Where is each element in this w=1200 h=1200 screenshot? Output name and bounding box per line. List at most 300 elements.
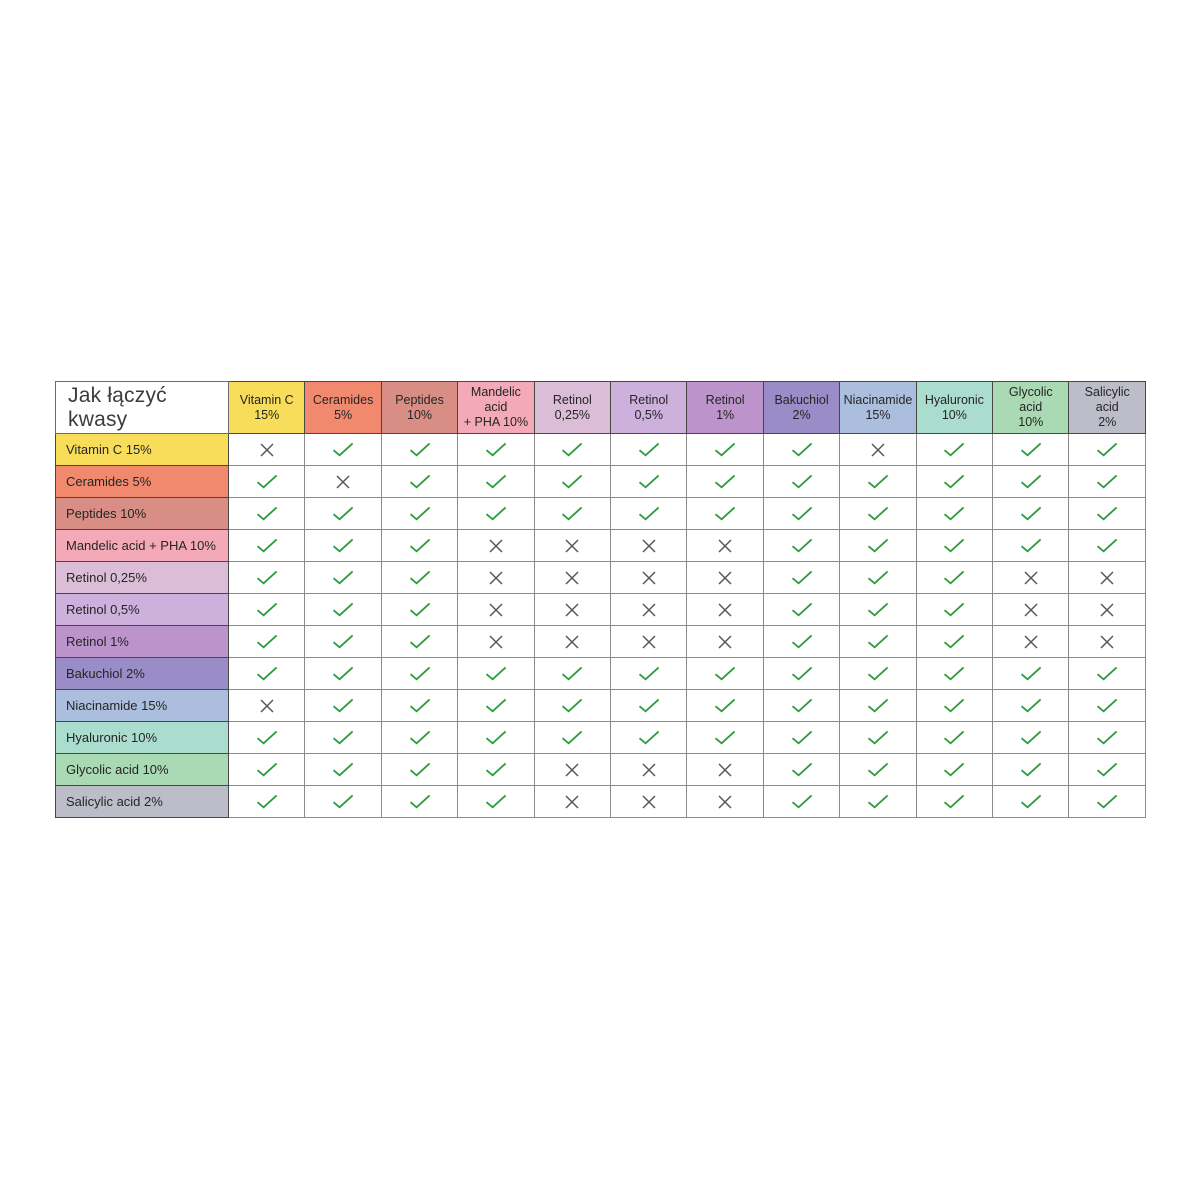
cell-niacinamide-15--peptides-10 (381, 690, 457, 722)
cell-retinol-05--bakuchiol-2 (763, 594, 839, 626)
cell-retinol-05--niacinamide-15 (840, 594, 916, 626)
x-icon (488, 538, 504, 554)
cell-retinol-1--glycolic-10 (993, 626, 1069, 658)
check-icon (256, 570, 278, 585)
cell-retinol-1--retinol-1 (687, 626, 763, 658)
check-icon (1020, 538, 1042, 553)
x-icon (717, 538, 733, 554)
table-row-niacinamide-15 (56, 690, 1146, 722)
check-icon (332, 762, 354, 777)
column-header-mandelic-pha-10: Mandelic acid + PHA 10% (458, 382, 534, 434)
row-label-peptides-10: Peptides 10% (56, 498, 229, 530)
check-icon (714, 730, 736, 745)
column-header-retinol-025: Retinol 0,25% (534, 382, 610, 434)
x-icon (717, 762, 733, 778)
cell-retinol-025--retinol-025 (534, 562, 610, 594)
cell-glycolic-10--mandelic-pha-10 (458, 754, 534, 786)
row-label-glycolic-10: Glycolic acid 10% (56, 754, 229, 786)
cell-vitamin-c-15--peptides-10 (381, 434, 457, 466)
cell-retinol-05--mandelic-pha-10 (458, 594, 534, 626)
check-icon (867, 602, 889, 617)
check-icon (943, 506, 965, 521)
check-icon (485, 666, 507, 681)
cell-retinol-05--salicylic-2 (1069, 594, 1146, 626)
cell-salicylic-2--glycolic-10 (993, 786, 1069, 818)
cell-mandelic-pha-10--ceramides-5 (305, 530, 381, 562)
check-icon (485, 762, 507, 777)
check-icon (485, 474, 507, 489)
cell-mandelic-pha-10--retinol-025 (534, 530, 610, 562)
check-icon (1020, 698, 1042, 713)
column-header-hyaluronic-10: Hyaluronic 10% (916, 382, 992, 434)
cell-mandelic-pha-10--glycolic-10 (993, 530, 1069, 562)
cell-bakuchiol-2--mandelic-pha-10 (458, 658, 534, 690)
cell-retinol-1--vitamin-c-15 (229, 626, 305, 658)
x-icon (564, 602, 580, 618)
cell-salicylic-2--retinol-05 (611, 786, 687, 818)
cell-peptides-10--glycolic-10 (993, 498, 1069, 530)
check-icon (638, 506, 660, 521)
check-icon (791, 762, 813, 777)
check-icon (1020, 794, 1042, 809)
check-icon (867, 794, 889, 809)
check-icon (1020, 666, 1042, 681)
cell-ceramides-5--niacinamide-15 (840, 466, 916, 498)
cell-ceramides-5--bakuchiol-2 (763, 466, 839, 498)
cell-glycolic-10--glycolic-10 (993, 754, 1069, 786)
cell-retinol-025--glycolic-10 (993, 562, 1069, 594)
x-icon (641, 794, 657, 810)
check-icon (256, 666, 278, 681)
check-icon (256, 634, 278, 649)
cell-mandelic-pha-10--hyaluronic-10 (916, 530, 992, 562)
x-icon (717, 570, 733, 586)
check-icon (943, 762, 965, 777)
check-icon (409, 570, 431, 585)
cell-bakuchiol-2--niacinamide-15 (840, 658, 916, 690)
table-row-retinol-1 (56, 626, 1146, 658)
x-icon (641, 762, 657, 778)
check-icon (1020, 506, 1042, 521)
x-icon (641, 538, 657, 554)
cell-vitamin-c-15--vitamin-c-15 (229, 434, 305, 466)
cell-retinol-05--hyaluronic-10 (916, 594, 992, 626)
check-icon (791, 570, 813, 585)
check-icon (867, 634, 889, 649)
check-icon (1096, 538, 1118, 553)
check-icon (943, 602, 965, 617)
x-icon (717, 794, 733, 810)
column-header-glycolic-10: Glycolic acid 10% (993, 382, 1069, 434)
check-icon (791, 474, 813, 489)
cell-vitamin-c-15--hyaluronic-10 (916, 434, 992, 466)
check-icon (791, 666, 813, 681)
cell-bakuchiol-2--salicylic-2 (1069, 658, 1146, 690)
check-icon (638, 666, 660, 681)
x-icon (488, 570, 504, 586)
check-icon (409, 698, 431, 713)
table-row-ceramides-5 (56, 466, 1146, 498)
cell-retinol-1--niacinamide-15 (840, 626, 916, 658)
check-icon (943, 666, 965, 681)
cell-peptides-10--ceramides-5 (305, 498, 381, 530)
check-icon (561, 442, 583, 457)
x-icon (564, 634, 580, 650)
cell-glycolic-10--ceramides-5 (305, 754, 381, 786)
cell-ceramides-5--glycolic-10 (993, 466, 1069, 498)
table-row-glycolic-10 (56, 754, 1146, 786)
cell-ceramides-5--peptides-10 (381, 466, 457, 498)
cell-niacinamide-15--glycolic-10 (993, 690, 1069, 722)
check-icon (791, 538, 813, 553)
x-icon (641, 634, 657, 650)
check-icon (409, 602, 431, 617)
check-icon (409, 634, 431, 649)
check-icon (332, 506, 354, 521)
compatibility-table (55, 381, 1146, 818)
check-icon (714, 666, 736, 681)
check-icon (409, 442, 431, 457)
cell-mandelic-pha-10--retinol-05 (611, 530, 687, 562)
column-header-retinol-05: Retinol 0,5% (611, 382, 687, 434)
check-icon (714, 506, 736, 521)
cell-retinol-1--bakuchiol-2 (763, 626, 839, 658)
row-label-retinol-025: Retinol 0,25% (56, 562, 229, 594)
cell-hyaluronic-10--glycolic-10 (993, 722, 1069, 754)
check-icon (791, 698, 813, 713)
row-label-bakuchiol-2: Bakuchiol 2% (56, 658, 229, 690)
check-icon (332, 794, 354, 809)
check-icon (943, 570, 965, 585)
cell-retinol-1--ceramides-5 (305, 626, 381, 658)
cell-retinol-1--peptides-10 (381, 626, 457, 658)
cell-retinol-025--mandelic-pha-10 (458, 562, 534, 594)
check-icon (943, 698, 965, 713)
cell-glycolic-10--hyaluronic-10 (916, 754, 992, 786)
row-label-ceramides-5: Ceramides 5% (56, 466, 229, 498)
check-icon (791, 506, 813, 521)
cell-retinol-05--retinol-1 (687, 594, 763, 626)
check-icon (409, 762, 431, 777)
cell-niacinamide-15--retinol-025 (534, 690, 610, 722)
cell-retinol-025--peptides-10 (381, 562, 457, 594)
check-icon (1096, 698, 1118, 713)
check-icon (943, 474, 965, 489)
table-row-hyaluronic-10 (56, 722, 1146, 754)
cell-vitamin-c-15--bakuchiol-2 (763, 434, 839, 466)
table-row-mandelic-pha-10 (56, 530, 1146, 562)
cell-niacinamide-15--vitamin-c-15 (229, 690, 305, 722)
cell-glycolic-10--retinol-1 (687, 754, 763, 786)
cell-salicylic-2--mandelic-pha-10 (458, 786, 534, 818)
cell-niacinamide-15--mandelic-pha-10 (458, 690, 534, 722)
cell-mandelic-pha-10--peptides-10 (381, 530, 457, 562)
check-icon (256, 602, 278, 617)
cell-hyaluronic-10--retinol-1 (687, 722, 763, 754)
row-label-mandelic-pha-10: Mandelic acid + PHA 10% (56, 530, 229, 562)
check-icon (943, 442, 965, 457)
x-icon (488, 634, 504, 650)
check-icon (867, 762, 889, 777)
cell-mandelic-pha-10--bakuchiol-2 (763, 530, 839, 562)
cell-hyaluronic-10--vitamin-c-15 (229, 722, 305, 754)
cell-peptides-10--salicylic-2 (1069, 498, 1146, 530)
x-icon (1023, 602, 1039, 618)
cell-ceramides-5--retinol-025 (534, 466, 610, 498)
check-icon (791, 442, 813, 457)
cell-bakuchiol-2--glycolic-10 (993, 658, 1069, 690)
check-icon (714, 442, 736, 457)
cell-vitamin-c-15--ceramides-5 (305, 434, 381, 466)
check-icon (409, 730, 431, 745)
x-icon (564, 570, 580, 586)
column-header-ceramides-5: Ceramides 5% (305, 382, 381, 434)
cell-retinol-05--retinol-025 (534, 594, 610, 626)
check-icon (638, 730, 660, 745)
check-icon (638, 442, 660, 457)
cell-hyaluronic-10--peptides-10 (381, 722, 457, 754)
cell-glycolic-10--retinol-025 (534, 754, 610, 786)
column-header-bakuchiol-2: Bakuchiol 2% (763, 382, 839, 434)
column-header-vitamin-c-15: Vitamin C 15% (229, 382, 305, 434)
cell-peptides-10--bakuchiol-2 (763, 498, 839, 530)
check-icon (638, 698, 660, 713)
check-icon (714, 698, 736, 713)
row-label-retinol-1: Retinol 1% (56, 626, 229, 658)
check-icon (409, 506, 431, 521)
cell-glycolic-10--bakuchiol-2 (763, 754, 839, 786)
check-icon (791, 730, 813, 745)
check-icon (485, 794, 507, 809)
table-row-retinol-05 (56, 594, 1146, 626)
x-icon (1099, 602, 1115, 618)
check-icon (256, 474, 278, 489)
page-title: Jak łączyć kwasy (56, 382, 229, 434)
table-row-retinol-025 (56, 562, 1146, 594)
cell-vitamin-c-15--glycolic-10 (993, 434, 1069, 466)
cell-hyaluronic-10--salicylic-2 (1069, 722, 1146, 754)
check-icon (1096, 506, 1118, 521)
column-header-peptides-10: Peptides 10% (381, 382, 457, 434)
check-icon (867, 474, 889, 489)
cell-ceramides-5--mandelic-pha-10 (458, 466, 534, 498)
table-row-vitamin-c-15 (56, 434, 1146, 466)
cell-retinol-025--bakuchiol-2 (763, 562, 839, 594)
check-icon (332, 602, 354, 617)
cell-bakuchiol-2--ceramides-5 (305, 658, 381, 690)
cell-salicylic-2--retinol-025 (534, 786, 610, 818)
cell-vitamin-c-15--retinol-05 (611, 434, 687, 466)
table-body (56, 434, 1146, 818)
check-icon (1096, 730, 1118, 745)
check-icon (943, 730, 965, 745)
check-icon (943, 794, 965, 809)
cell-retinol-1--salicylic-2 (1069, 626, 1146, 658)
cell-salicylic-2--bakuchiol-2 (763, 786, 839, 818)
check-icon (943, 538, 965, 553)
check-icon (867, 698, 889, 713)
cell-hyaluronic-10--niacinamide-15 (840, 722, 916, 754)
cell-hyaluronic-10--bakuchiol-2 (763, 722, 839, 754)
cell-hyaluronic-10--retinol-025 (534, 722, 610, 754)
check-icon (791, 794, 813, 809)
cell-bakuchiol-2--hyaluronic-10 (916, 658, 992, 690)
cell-salicylic-2--niacinamide-15 (840, 786, 916, 818)
check-icon (256, 538, 278, 553)
check-icon (485, 730, 507, 745)
cell-retinol-025--ceramides-5 (305, 562, 381, 594)
cell-retinol-1--hyaluronic-10 (916, 626, 992, 658)
cell-peptides-10--mandelic-pha-10 (458, 498, 534, 530)
row-label-niacinamide-15: Niacinamide 15% (56, 690, 229, 722)
x-icon (641, 602, 657, 618)
check-icon (332, 730, 354, 745)
cell-vitamin-c-15--salicylic-2 (1069, 434, 1146, 466)
cell-salicylic-2--peptides-10 (381, 786, 457, 818)
cell-peptides-10--retinol-025 (534, 498, 610, 530)
cell-bakuchiol-2--retinol-05 (611, 658, 687, 690)
check-icon (332, 634, 354, 649)
cell-niacinamide-15--retinol-1 (687, 690, 763, 722)
check-icon (561, 730, 583, 745)
cell-salicylic-2--vitamin-c-15 (229, 786, 305, 818)
cell-peptides-10--niacinamide-15 (840, 498, 916, 530)
cell-bakuchiol-2--retinol-025 (534, 658, 610, 690)
check-icon (791, 602, 813, 617)
table-row-peptides-10 (56, 498, 1146, 530)
check-icon (791, 634, 813, 649)
cell-glycolic-10--vitamin-c-15 (229, 754, 305, 786)
cell-niacinamide-15--bakuchiol-2 (763, 690, 839, 722)
cell-retinol-05--retinol-05 (611, 594, 687, 626)
check-icon (1020, 474, 1042, 489)
cell-salicylic-2--salicylic-2 (1069, 786, 1146, 818)
column-header-retinol-1: Retinol 1% (687, 382, 763, 434)
check-icon (485, 506, 507, 521)
cell-vitamin-c-15--retinol-025 (534, 434, 610, 466)
cell-retinol-1--retinol-05 (611, 626, 687, 658)
cell-retinol-025--retinol-05 (611, 562, 687, 594)
cell-ceramides-5--hyaluronic-10 (916, 466, 992, 498)
cell-salicylic-2--retinol-1 (687, 786, 763, 818)
check-icon (409, 538, 431, 553)
cell-ceramides-5--ceramides-5 (305, 466, 381, 498)
cell-retinol-1--mandelic-pha-10 (458, 626, 534, 658)
check-icon (867, 666, 889, 681)
cell-retinol-05--vitamin-c-15 (229, 594, 305, 626)
cell-mandelic-pha-10--niacinamide-15 (840, 530, 916, 562)
cell-niacinamide-15--ceramides-5 (305, 690, 381, 722)
x-icon (641, 570, 657, 586)
cell-vitamin-c-15--mandelic-pha-10 (458, 434, 534, 466)
x-icon (717, 634, 733, 650)
x-icon (259, 442, 275, 458)
x-icon (1099, 634, 1115, 650)
cell-mandelic-pha-10--salicylic-2 (1069, 530, 1146, 562)
cell-salicylic-2--ceramides-5 (305, 786, 381, 818)
cell-salicylic-2--hyaluronic-10 (916, 786, 992, 818)
cell-retinol-05--glycolic-10 (993, 594, 1069, 626)
check-icon (1096, 794, 1118, 809)
check-icon (332, 538, 354, 553)
check-icon (1096, 474, 1118, 489)
cell-bakuchiol-2--peptides-10 (381, 658, 457, 690)
header-row (56, 382, 1146, 434)
check-icon (943, 634, 965, 649)
cell-retinol-025--niacinamide-15 (840, 562, 916, 594)
check-icon (867, 730, 889, 745)
check-icon (638, 474, 660, 489)
x-icon (564, 794, 580, 810)
cell-peptides-10--peptides-10 (381, 498, 457, 530)
check-icon (332, 442, 354, 457)
cell-peptides-10--hyaluronic-10 (916, 498, 992, 530)
cell-bakuchiol-2--retinol-1 (687, 658, 763, 690)
cell-bakuchiol-2--bakuchiol-2 (763, 658, 839, 690)
check-icon (256, 762, 278, 777)
row-label-salicylic-2: Salicylic acid 2% (56, 786, 229, 818)
cell-niacinamide-15--hyaluronic-10 (916, 690, 992, 722)
check-icon (332, 666, 354, 681)
x-icon (488, 602, 504, 618)
x-icon (259, 698, 275, 714)
cell-hyaluronic-10--retinol-05 (611, 722, 687, 754)
check-icon (1020, 730, 1042, 745)
cell-mandelic-pha-10--vitamin-c-15 (229, 530, 305, 562)
check-icon (332, 570, 354, 585)
check-icon (409, 794, 431, 809)
check-icon (332, 698, 354, 713)
cell-hyaluronic-10--mandelic-pha-10 (458, 722, 534, 754)
x-icon (1099, 570, 1115, 586)
cell-ceramides-5--salicylic-2 (1069, 466, 1146, 498)
cell-peptides-10--retinol-1 (687, 498, 763, 530)
cell-glycolic-10--niacinamide-15 (840, 754, 916, 786)
check-icon (485, 442, 507, 457)
check-icon (1096, 442, 1118, 457)
cell-niacinamide-15--niacinamide-15 (840, 690, 916, 722)
cell-peptides-10--retinol-05 (611, 498, 687, 530)
cell-peptides-10--vitamin-c-15 (229, 498, 305, 530)
check-icon (867, 506, 889, 521)
row-label-hyaluronic-10: Hyaluronic 10% (56, 722, 229, 754)
check-icon (409, 666, 431, 681)
table-row-bakuchiol-2 (56, 658, 1146, 690)
cell-retinol-1--retinol-025 (534, 626, 610, 658)
cell-glycolic-10--peptides-10 (381, 754, 457, 786)
x-icon (870, 442, 886, 458)
row-label-retinol-05: Retinol 0,5% (56, 594, 229, 626)
cell-retinol-025--vitamin-c-15 (229, 562, 305, 594)
x-icon (564, 538, 580, 554)
column-header-niacinamide-15: Niacinamide 15% (840, 382, 916, 434)
check-icon (1096, 666, 1118, 681)
cell-retinol-025--retinol-1 (687, 562, 763, 594)
cell-retinol-05--peptides-10 (381, 594, 457, 626)
column-header-salicylic-2: Salicylic acid 2% (1069, 382, 1146, 434)
cell-niacinamide-15--salicylic-2 (1069, 690, 1146, 722)
cell-mandelic-pha-10--retinol-1 (687, 530, 763, 562)
check-icon (409, 474, 431, 489)
check-icon (561, 698, 583, 713)
cell-ceramides-5--vitamin-c-15 (229, 466, 305, 498)
cell-niacinamide-15--retinol-05 (611, 690, 687, 722)
check-icon (256, 506, 278, 521)
table-row-salicylic-2 (56, 786, 1146, 818)
cell-retinol-05--ceramides-5 (305, 594, 381, 626)
cell-ceramides-5--retinol-05 (611, 466, 687, 498)
check-icon (1020, 762, 1042, 777)
